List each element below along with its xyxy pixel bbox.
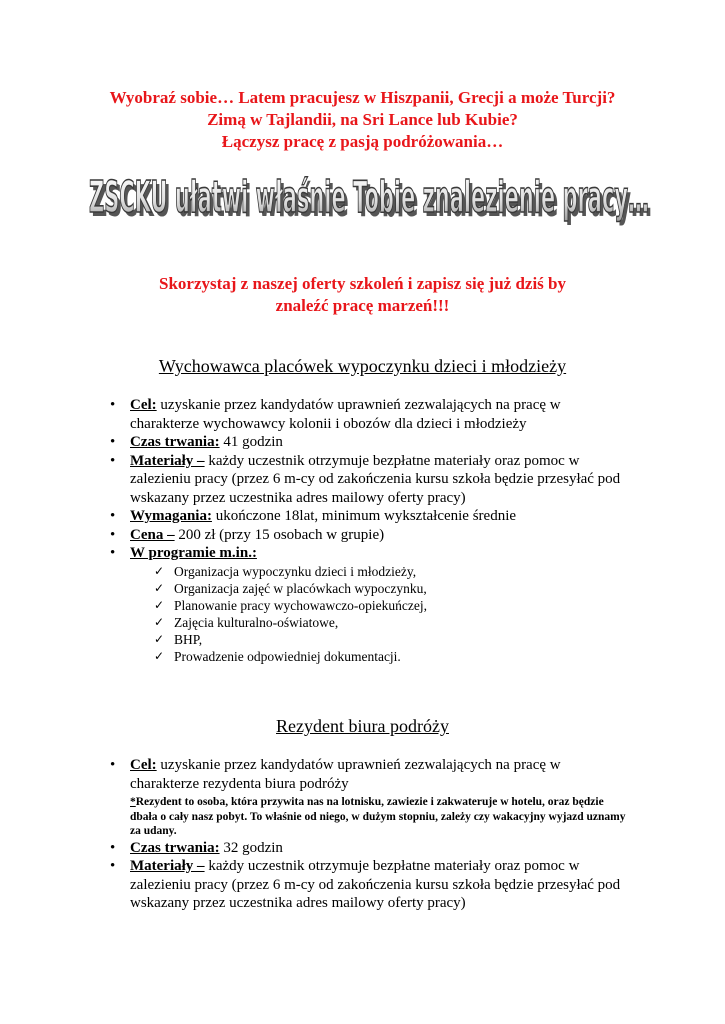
list-item: • Czas trwania: 32 godzin — [110, 839, 630, 858]
headline-text: ZSCKU ułatwi właśnie Tobie znalezienie pracy… — [89, 172, 649, 223]
intro-line-3: Łączysz pracę z pasją podróżowania… — [221, 132, 504, 151]
checklist-item: ✓ Organizacja wypoczynku dzieci i młodzieży, — [154, 563, 630, 580]
checklist-item: ✓ Zajęcia kulturalno-oświatowe, — [154, 614, 630, 631]
list-item: • Cel: uzyskanie przez kandydatów uprawnień zezwalających na pracę w charakterze rezydenta biura podróży *Rezydent to osoba, która przywita nas na lotnisku, zawiezie i zakwateruje w hotelu, oraz będzie dbała o cały nasz pobyt. To właśnie od niego, w dużym stopniu, zależy czy wakacyjny wyjazd uznamy za udany. — [110, 756, 630, 839]
wordart-headline — [85, 160, 655, 242]
list-item: • Czas trwania: 41 godzin — [110, 433, 630, 452]
rezydent-note: *Rezydent to osoba, która przywita nas na lotnisku, zawiezie i zakwateruje w hotelu, oraz będzie dbała o cały nasz pobyt. To właśnie od niego, w dużym stopniu, zależy czy wakacyjny wyjazd uznamy za udany. — [130, 796, 626, 837]
section-title-rezydent: Rezydent biura podróży — [276, 716, 449, 736]
list-item: • Wymagania: ukończone 18lat, minimum wykształcenie średnie — [110, 507, 630, 526]
list-item: • Materiały – każdy uczestnik otrzymuje bezpłatne materiały oraz pomoc w zalezieniu pracy (przez 6 m-cy od zakończenia kursu szkoła będzie przesyłać pod wskazany przez uczestnika adres mailowy oferty pracy) — [110, 452, 630, 508]
checklist-item: ✓ Planowanie pracy wychowawczo-opiekuńczej, — [154, 597, 630, 614]
program-checklist — [130, 563, 630, 665]
cta-line-2: znaleźć pracę marzeń!!! — [275, 296, 450, 315]
note-mark: * — [130, 796, 136, 808]
call-to-action — [0, 273, 725, 317]
wordart-svg — [85, 160, 655, 242]
wychowawca-details-list — [110, 396, 630, 665]
checklist-item: ✓ Organizacja zajęć w placówkach wypoczynku, — [154, 580, 630, 597]
list-item: • Materiały – każdy uczestnik otrzymuje bezpłatne materiały oraz pomoc w zalezieniu pracy (przez 6 m-cy od zakończenia kursu szkoła będzie przesyłać pod wskazany przez uczestnika adres mailowy oferty pracy) — [110, 857, 630, 913]
intro-line-2: Zimą w Tajlandii, na Sri Lance lub Kubie? — [207, 110, 518, 129]
list-item: • Cena – 200 zł (przy 15 osobach w grupie) — [110, 526, 630, 545]
checklist-item: ✓ Prowadzenie odpowiedniej dokumentacji. — [154, 648, 630, 665]
rezydent-details-list — [110, 756, 630, 913]
list-item: • Cel: uzyskanie przez kandydatów uprawnień zezwalających na pracę w charakterze wychowawcy kolonii i obozów dla dzieci i młodzieży — [110, 396, 630, 433]
section-title-wychowawca: Wychowawca placówek wypoczynku dzieci i młodzieży — [158, 356, 567, 376]
list-item: • W programie m.in.: ✓ Organizacja wypoczynku dzieci i młodzieży, ✓ Organizacja zajęć w placówkach wypoczynku, ✓ Planowanie pracy wychowawczo-opiekuńczej, ✓ Zajęcia kulturalno-oświatowe, ✓ BHP, ✓ Prowadzenie odpowiedniej dokumentacji. — [110, 544, 630, 665]
intro-text — [0, 87, 725, 153]
headline-shadow: ZSCKU ułatwi właśnie Tobie znalezienie pracy… — [92, 176, 652, 227]
intro-line-1: Wyobraź sobie… Latem pracujesz w Hiszpanii, Grecji a może Turcji? — [109, 88, 616, 107]
cta-line-1: Skorzystaj z naszej oferty szkoleń i zapisz się już dziś by — [158, 274, 566, 293]
checklist-item: ✓ BHP, — [154, 631, 630, 648]
